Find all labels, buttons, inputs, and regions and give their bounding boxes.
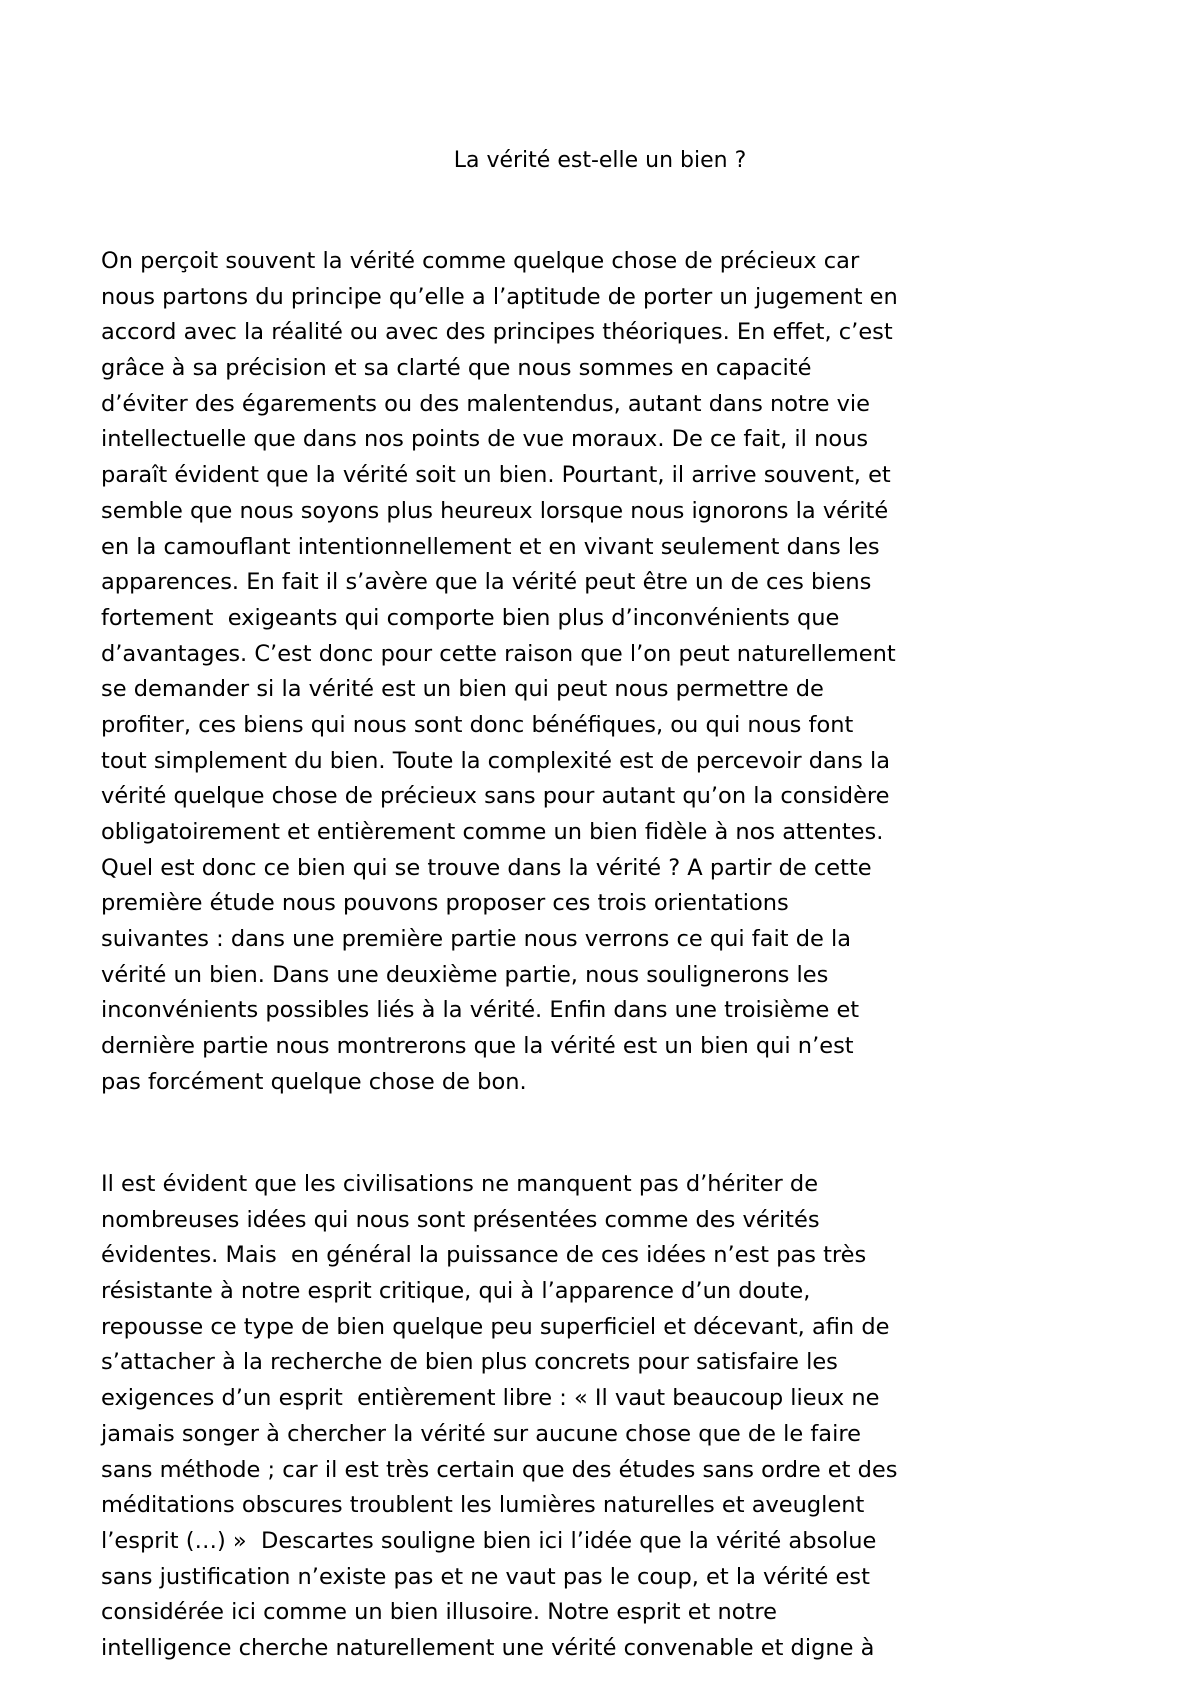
- text-line: vérité quelque chose de précieux sans pour autant qu’on la considère: [101, 783, 890, 810]
- text-line: considérée ici comme un bien illusoire. Notre esprit et notre: [101, 1599, 777, 1626]
- text-line: l’esprit (…) » Descartes souligne bien ici l’idée que la vérité absolue: [101, 1527, 877, 1554]
- text-line: obligatoirement et entièrement comme un bien fidèle à nos attentes.: [101, 819, 884, 845]
- text-line: Quel est donc ce bien qui se trouve dans la vérité ? A partir de cette: [101, 854, 872, 881]
- text-line: première étude nous pouvons proposer ces trois orientations: [101, 890, 789, 917]
- text-line: intelligence cherche naturellement une vérité convenable et digne à: [101, 1634, 875, 1661]
- text-line: On perçoit souvent la vérité comme quelque chose de précieux car: [101, 248, 860, 274]
- text-line: grâce à sa précision et sa clarté que nous sommes en capacité: [101, 355, 812, 382]
- document-title: La vérité est-elle un bien ?: [453, 148, 747, 173]
- text-line: intellectuelle que dans nos points de vue moraux. De ce fait, il nous: [101, 426, 869, 453]
- text-line: d’avantages. C’est donc pour cette raison que l’on peut naturellement: [101, 640, 896, 667]
- text-line: accord avec la réalité ou avec des principes théoriques. En effet, c’est: [101, 319, 893, 346]
- text-line: Il est évident que les civilisations ne manquent pas d’hériter de: [101, 1171, 819, 1197]
- text-line: méditations obscures troublent les lumières naturelles et aveuglent: [101, 1492, 865, 1519]
- introduction-paragraph: [101, 244, 1121, 1101]
- text-line: en la camouflant intentionnellement et en vivant seulement dans les: [101, 533, 880, 560]
- text-line: tout simplement du bien. Toute la complexité est de percevoir dans la: [101, 747, 890, 774]
- text-line: paraît évident que la vérité soit un bien. Pourtant, il arrive souvent, et: [101, 462, 891, 489]
- text-line: résistante à notre esprit critique, qui à l’apparence d’un doute,: [101, 1278, 811, 1305]
- text-line: jamais songer à chercher la vérité sur aucune chose que de le faire: [101, 1420, 861, 1447]
- text-line: se demander si la vérité est un bien qui peut nous permettre de: [101, 676, 824, 703]
- text-line: inconvénients possibles liés à la vérité. Enfin dans une troisième et: [101, 997, 860, 1024]
- body-paragraph: [101, 1167, 1121, 1667]
- text-line: nous partons du principe qu’elle a l’aptitude de porter un jugement en: [101, 283, 898, 310]
- text-line: d’éviter des égarements ou des malentendus, autant dans notre vie: [101, 390, 870, 417]
- text-line: semble que nous soyons plus heureux lorsque nous ignorons la vérité: [101, 497, 889, 524]
- text-line: suivantes : dans une première partie nous verrons ce qui fait de la: [101, 926, 852, 953]
- text-line: vérité un bien. Dans une deuxième partie, nous soulignerons les: [101, 961, 829, 988]
- text-line: repousse ce type de bien quelque peu superficiel et décevant, afin de: [101, 1313, 890, 1340]
- text-line: sans justification n’existe pas et ne vaut pas le coup, et la vérité est: [101, 1563, 870, 1590]
- text-line: nombreuses idées qui nous sont présentées comme des vérités: [101, 1206, 820, 1233]
- text-line: apparences. En fait il s’avère que la vérité peut être un de ces biens: [101, 569, 872, 596]
- text-line: profiter, ces biens qui nous sont donc bénéfiques, ou qui nous font: [101, 711, 854, 738]
- text-line: pas forcément quelque chose de bon.: [101, 1068, 527, 1095]
- text-line: s’attacher à la recherche de bien plus concrets pour satisfaire les: [101, 1349, 838, 1376]
- text-line: exigences d’un esprit entièrement libre : « Il vaut beaucoup lieux ne: [101, 1385, 880, 1412]
- text-line: évidentes. Mais en général la puissance de ces idées n’est pas très: [101, 1242, 867, 1269]
- text-line: dernière partie nous montrerons que la vérité est un bien qui n’est: [101, 1033, 854, 1060]
- text-line: sans méthode ; car il est très certain que des études sans ordre et des: [101, 1456, 898, 1483]
- text-line: fortement exigeants qui comporte bien plus d’inconvénients que: [101, 604, 840, 631]
